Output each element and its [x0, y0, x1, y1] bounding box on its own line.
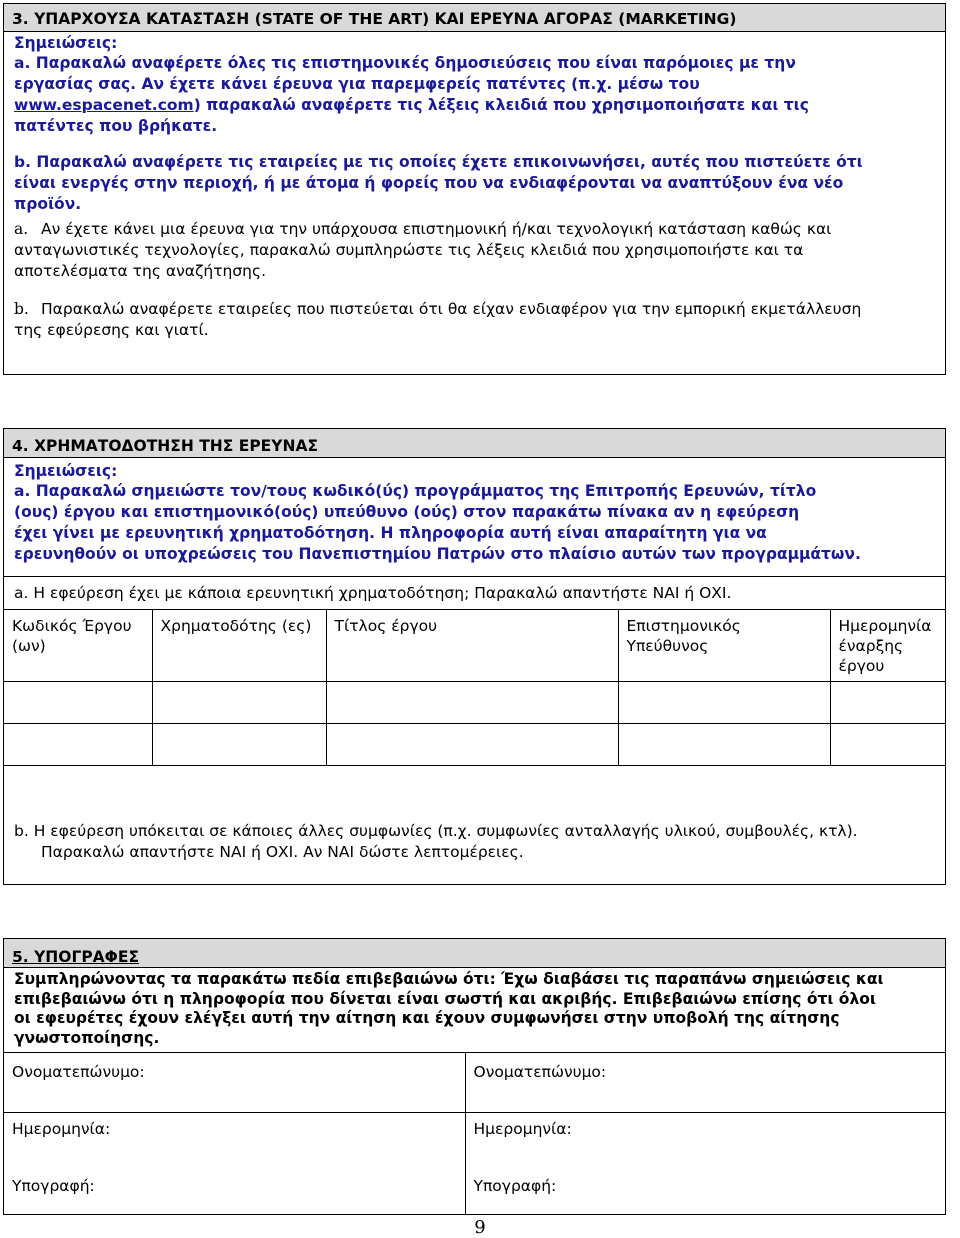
name-field-right[interactable]: Ονοματεπώνυμο: [465, 1053, 945, 1113]
page-number: 9 [474, 1217, 486, 1238]
section-4-notes-label: Σημειώσεις: [14, 462, 118, 480]
note-a-line [14, 95, 935, 116]
note-a-line: a. Παρακαλώ αναφέρετε όλες τις επιστημονικές δημοσιεύσεις που είναι παρόμοιες με την [14, 54, 796, 72]
table-cell[interactable] [152, 724, 326, 766]
funding-table-header-row [4, 610, 945, 682]
name-field-left[interactable]: Ονοματεπώνυμο: [4, 1053, 465, 1113]
section-4-note-a [14, 481, 935, 565]
date-field-left[interactable]: Ημερομηνία: [4, 1113, 465, 1170]
intro-line: Συμπληρώνοντας τα παρακάτω πεδία επιβεβαιώνω ότι: Έχω διαβάσει τις παραπάνω σημειώσεις και [14, 970, 884, 988]
funding-table [4, 609, 945, 766]
section-3-note-b [14, 152, 935, 215]
date-field-right[interactable]: Ημερομηνία: [465, 1113, 945, 1170]
signature-row-date [4, 1113, 945, 1170]
table-cell[interactable] [618, 682, 830, 724]
table-cell[interactable] [830, 724, 945, 766]
table-cell[interactable] [326, 682, 618, 724]
signature-field-right[interactable]: Υπογραφή: [465, 1170, 945, 1214]
note-b-line: b. Παρακαλώ αναφέρετε τις εταιρείες με τις οποίες έχετε επικοινωνήσει, αυτές που πιστεύετε ότι [14, 153, 863, 171]
section-3-box [3, 3, 946, 375]
note-a-line: a. Παρακαλώ σημειώστε τον/τους κωδικό(ύς) προγράμματος της Επιτροπής Ερευνών, τίτλο [14, 482, 817, 500]
item-b-line: Παρακαλώ αναφέρετε εταιρείες που πιστεύεται ότι θα είχαν ενδιαφέρον για την εμπορική εκμετάλλευση [41, 300, 862, 318]
item-a-line: ανταγωνιστικές τεχνολογίες, παρακαλώ συμπληρώστε τις λέξεις κλειδιά που χρησιμοποιήστε και τα [14, 241, 804, 259]
col-project-code: Κωδικός Έργου (ων) [4, 610, 152, 682]
item-b-line: της εφεύρεσης και γιατί. [14, 321, 209, 339]
signatures-table [4, 1052, 945, 1214]
note-a-line: έχει γίνει με ερευνητική χρηματοδότηση. Η πληροφορία αυτή είναι απαραίτητη για να [14, 524, 767, 542]
item-b-line: b. Η εφεύρεση υπόκειται σε κάποιες άλλες συμφωνίες (π.χ. συμφωνίες ανταλλαγής υλικού, συμβουλές, κτλ). [14, 822, 858, 840]
item-a-label: a. [14, 220, 29, 238]
section-5-title-text: 5. ΥΠΟΓΡΑΦΕΣ [12, 948, 140, 966]
note-a-line: εργασίας σας. Αν έχετε κάνει έρευνα για παρεμφερείς πατέντες (π.χ. μέσω του [14, 75, 700, 93]
section-4-title: 4. ΧΡΗΜΑΤΟΔΟΤΗΣΗ ΤΗΣ ΕΡΕΥΝΑΣ [4, 429, 945, 458]
col-start-date: Ημερομηνία έναρξης έργου [830, 610, 945, 682]
note-a-line-rest: ) παρακαλώ αναφέρετε τις λέξεις κλειδιά που χρησιμοποιήσατε και τις [193, 96, 809, 114]
intro-line: επιβεβαιώνω ότι η πληροφορία που δίνεται είναι σωστή και ακριβής. Επιβεβαιώνω επίσης ότι όλοι [14, 989, 876, 1008]
section-5-title [4, 939, 945, 968]
item-b-line: Παρακαλώ απαντήστε ΝΑΙ ή ΟΧΙ. Αν ΝΑΙ δώστε λεπτομέρειες. [41, 843, 524, 861]
table-row [4, 682, 945, 724]
signature-row-sign [4, 1170, 945, 1214]
note-a-line: πατέντες που βρήκατε. [14, 117, 218, 135]
intro-line: γνωστοποίησης. [14, 1028, 160, 1047]
item-a-line: Αν έχετε κάνει μια έρευνα για την υπάρχουσα επιστημονική ή/και τεχνολογική κατάσταση καθώς και [41, 220, 832, 238]
section-5-intro [14, 970, 935, 1048]
section-4-box [3, 428, 946, 885]
section-3-item-b [14, 299, 935, 341]
table-cell[interactable] [152, 682, 326, 724]
note-b-line: είναι ενεργές στην περιοχή, ή με άτομα ή φορείς που να ενδιαφέρονται να αναπτύξουν ένα νέο [14, 174, 844, 192]
table-cell[interactable] [4, 724, 152, 766]
item-b-label: b. [14, 300, 29, 318]
signature-row-name [4, 1053, 945, 1113]
section-3-item-a [14, 219, 935, 282]
table-cell[interactable] [4, 682, 152, 724]
section-4-item-a: a. Η εφεύρεση έχει με κάποια ερευνητική χρηματοδότηση; Παρακαλώ απαντήστε ΝΑΙ ή ΟΧΙ. [4, 576, 945, 604]
col-funder: Χρηματοδότης (ες) [152, 610, 326, 682]
table-cell[interactable] [830, 682, 945, 724]
col-project-title: Τίτλος έργου [326, 610, 618, 682]
intro-line: οι εφευρέτες έχουν ελέγξει αυτή την αίτηση και έχουν συμφωνήσει στην υποβολή της αίτησης [14, 1009, 840, 1027]
section-3-title: 3. ΥΠΑΡΧΟΥΣΑ ΚΑΤΑΣΤΑΣΗ (STATE OF THE ART) ΚΑΙ ΕΡΕΥΝΑ ΑΓΟΡΑΣ (MARKETING) [4, 4, 945, 32]
note-a-line: (ους) έργου και επιστημονικό(ούς) υπεύθυνο (ούς) στον παρακάτω πίνακα αν η εφεύρεση [14, 503, 800, 521]
section-3-note-a [14, 53, 935, 137]
table-row [4, 724, 945, 766]
table-cell[interactable] [326, 724, 618, 766]
signature-field-left[interactable]: Υπογραφή: [4, 1170, 465, 1214]
note-a-line: ερευνηθούν οι υποχρεώσεις του Πανεπιστημίου Πατρών στο πλαίσιο αυτών των προγραμμάτων. [14, 545, 861, 563]
item-a-line: αποτελέσματα της αναζήτησης. [14, 262, 267, 280]
espacenet-link[interactable]: www.espacenet.com [14, 96, 194, 114]
note-b-line: προϊόν. [14, 195, 82, 213]
table-cell[interactable] [618, 724, 830, 766]
col-scientific-lead: Επιστημονικός Υπεύθυνος [618, 610, 830, 682]
section-5-box [3, 938, 946, 1215]
section-3-notes-label: Σημειώσεις: [14, 34, 118, 52]
section-4-item-b [14, 821, 939, 863]
